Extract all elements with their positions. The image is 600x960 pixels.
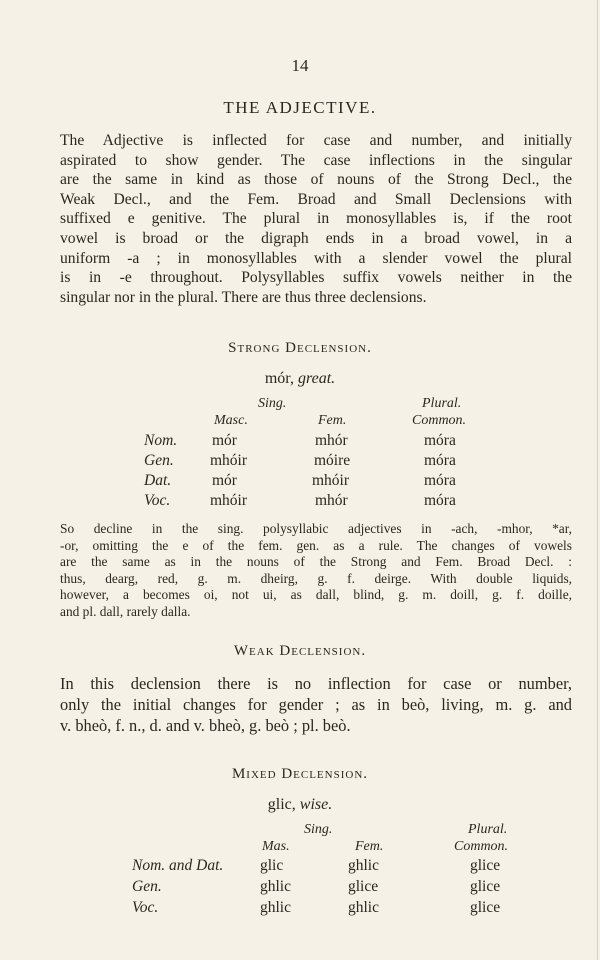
strong-example-word [0,370,600,388]
note-line: -or, omitting the e of the fem. gen. as a rule. The changes of vowels [60,537,572,553]
strong-case-label: Dat. [144,472,172,489]
note-line: So decline in the sing. polysyllabic adjectives in -ach, -mhor, *ar, [60,521,572,536]
mixed-fem-form: glice [348,878,379,895]
strong-plural-form: móra [424,492,456,509]
page-title: THE ADJECTIVE. [223,98,377,117]
mixed-gloss: wise. [299,796,333,813]
intro-line: vowel is broad or the digraph ends in a broad vowel, in a [60,229,572,247]
note-line: are the same as in the nouns of the Strong and Fem. Broad Decl. : [60,554,572,570]
strong-note [60,521,572,621]
page-number: 14 [291,56,309,75]
mixed-plural-form: glice [470,857,501,874]
page-edge [597,0,598,960]
strong-declension-title: Strong Declension. [228,340,372,356]
weak-declension-title: Weak Declension. [233,643,367,659]
intro-line: Weak Decl., and the Fem. Broad and Small Declensions with [60,190,572,208]
note-line: however, a becomes oi, not ui, as dall, blind, g. m. doill, g. f. doille, [60,587,572,603]
mixed-fem-form: ghlic [348,899,379,916]
strong-fem-form: mhór [315,432,348,449]
mixed-masc-form: ghlic [260,878,291,895]
strong-plural-label: Plural. [422,396,462,411]
strong-common-label: Common. [412,413,467,428]
strong-masc-form: mhóir [210,452,248,469]
note-line: thus, dearg, red, g. m. dheirg, g. f. deirge. With double liquids, [60,570,572,586]
intro-line: is in -e throughout. Polysyllables suffix vowels neither in the [60,269,572,287]
note-line: and pl. dall, rarely dalla. [60,603,191,619]
mixed-plural-label: Plural. [468,822,508,837]
mixed-masc-label: Mas. [262,839,290,854]
mixed-common-label: Common. [454,839,509,854]
mixed-masc-form: ghlic [260,899,291,916]
weak-line: In this declension there is no inflection for case or number, [60,674,572,693]
strong-plural-form: móra [424,452,456,469]
mixed-plural-form: glice [470,899,501,916]
strong-masc-form: mór [212,432,237,449]
intro-line: The Adjective is inflected for case and number, and initially [60,132,572,149]
strong-fem-form: mhór [315,492,348,509]
mixed-example-word [0,796,600,814]
strong-masc-label: Masc. [214,413,248,428]
mixed-case-label: Gen. [132,878,162,895]
strong-case-label: Gen. [144,452,174,469]
mixed-declension-title: Mixed Declension. [231,766,369,782]
weak-line: v. bheò, f. n., d. and v. bheò, g. beò ; pl. beò. [60,716,351,735]
mixed-fem-label: Fem. [355,839,384,854]
mixed-word: glic, [267,796,296,813]
strong-case-label: Voc. [144,492,171,509]
strong-masc-form: mór [212,472,237,489]
mixed-sing-label: Sing. [304,822,333,837]
mixed-masc-form: glic [260,857,284,874]
strong-fem-label: Fem. [318,413,347,428]
intro-line: aspirated to show gender. The case inflections in the singular [60,151,572,169]
strong-word: mór, [264,370,294,387]
mixed-case-label: Nom. and Dat. [132,857,224,874]
mixed-plural-form: glice [470,878,501,895]
strong-sing-label: Sing. [258,396,287,411]
weak-paragraph [60,673,572,736]
strong-gloss: great. [297,370,336,387]
intro-line: suffixed e genitive. The plural in monosyllables is, if the root [60,210,572,228]
weak-line: only the initial changes for gender ; as in beò, living, m. g. and [60,695,572,714]
mixed-case-label: Voc. [132,899,159,916]
intro-line: are the same in kind as those of nouns of the Strong Decl., the [60,171,572,189]
strong-masc-form: mhóir [210,492,248,509]
strong-case-label: Nom. [144,432,178,449]
strong-fem-form: móire [314,452,351,469]
intro-line: uniform -a ; in monosyllables with a slender vowel the plural [60,249,572,267]
strong-fem-form: mhóir [312,472,350,489]
intro-line: singular nor in the plural. There are thus three declensions. [60,288,427,306]
strong-plural-form: móra [424,472,456,489]
intro-paragraph [60,131,572,307]
mixed-fem-form: ghlic [348,857,379,874]
strong-plural-form: móra [424,432,456,449]
